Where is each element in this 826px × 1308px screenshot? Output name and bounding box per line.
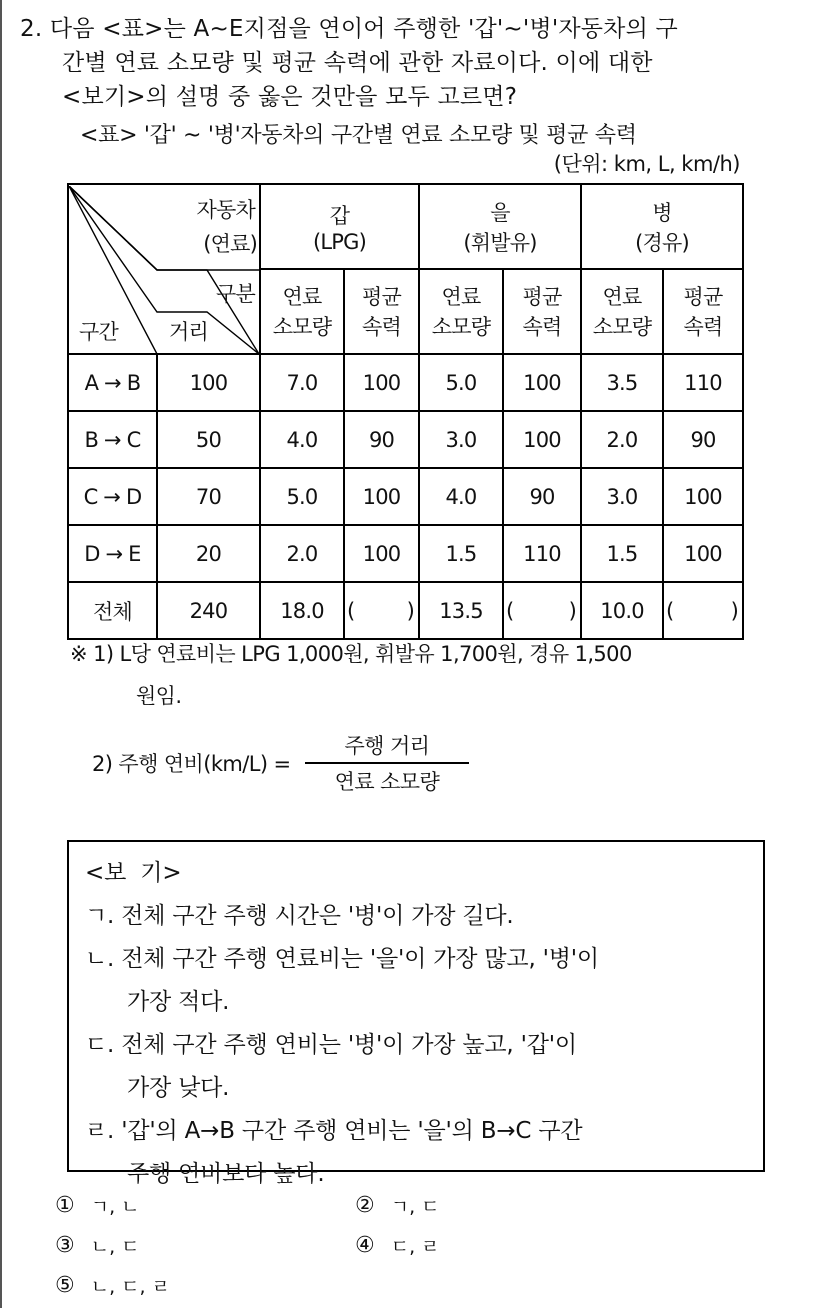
blank-avg-speed: ( ) <box>663 582 743 639</box>
page-left-border <box>0 0 2 1308</box>
corner-fuel-label: (연료) <box>203 232 257 256</box>
bogi-item-nieun-cont: 가장 적다. <box>127 989 230 1015</box>
note-1: ※ 1) L당 연료비는 LPG 1,000원, 휘발유 1,700원, 경유 1,500 <box>70 642 632 666</box>
note-1-cont: 원임. <box>136 684 182 708</box>
subheader-fuel-use: 연료 소모량 <box>581 269 663 354</box>
bogi-item-nieun: ㄴ. 전체 구간 주행 연료비는 '을'이 가장 많고, '병'이 <box>85 946 599 972</box>
question-number: 2. <box>20 16 43 42</box>
table-row: A → B 100 7.0 100 5.0 100 3.5 110 <box>68 354 743 411</box>
bogi-item-rieul: ㄹ. '갑'의 A→B 구간 주행 연비는 '을'의 B→C 구간 <box>85 1118 583 1144</box>
fraction-numerator: 주행 거리 <box>305 730 470 764</box>
corner-category-label: 구분 <box>216 282 255 306</box>
choice-3[interactable]: ③ ㄴ, ㄷ <box>55 1233 140 1258</box>
table-notes <box>70 638 632 712</box>
table-title: <표> '갑' ~ '병'자동차의 구간별 연료 소모량 및 평균 속력 <box>80 123 637 148</box>
choice-4[interactable]: ④ ㄷ, ㄹ <box>355 1233 440 1258</box>
car-header-eul: 을 (휘발유) <box>419 184 581 269</box>
table-row: C → D 70 5.0 100 4.0 90 3.0 100 <box>68 468 743 525</box>
table-row: D → E 20 2.0 100 1.5 110 1.5 100 <box>68 525 743 582</box>
question-line-3: <보기>의 설명 중 옳은 것만을 모두 고르면? <box>62 84 518 110</box>
question-stem <box>20 12 810 114</box>
choice-5[interactable]: ⑤ ㄴ, ㄷ, ㄹ <box>55 1273 170 1298</box>
corner-car-label: 자동차 <box>196 198 255 222</box>
subheader-avg-speed: 평균 속력 <box>344 269 419 354</box>
formula-label: 2) 주행 연비(km/L) = <box>92 752 291 776</box>
corner-section-label: 구간 <box>79 320 118 344</box>
car-header-gap: 갑 (LPG) <box>260 184 419 269</box>
table-corner-header <box>68 184 260 354</box>
subheader-avg-speed: 평균 속력 <box>503 269 581 354</box>
corner-distance-label: 거리 <box>169 320 208 344</box>
fraction-denominator: 연료 소모량 <box>334 770 440 794</box>
bogi-item-giyeok: ㄱ. 전체 구간 주행 시간은 '병'이 가장 길다. <box>85 903 514 929</box>
car-header-byeong: 병 (경유) <box>581 184 743 269</box>
bogi-box <box>67 840 765 1187</box>
subheader-fuel-use: 연료 소모량 <box>419 269 503 354</box>
fraction <box>305 730 470 796</box>
subheader-fuel-use: 연료 소모량 <box>260 269 344 354</box>
question-line-1: 2. 다음 <표>는 A~E지점을 연이어 주행한 '갑'~'병'자동차의 구 <box>20 16 678 42</box>
data-table <box>67 183 744 640</box>
choice-1[interactable]: ① ㄱ, ㄴ <box>55 1193 140 1218</box>
choice-2[interactable]: ② ㄱ, ㄷ <box>355 1193 440 1218</box>
table-row-total: 전체 240 18.0 ( ) 13.5 ( ) 10.0 ( ) <box>68 582 743 639</box>
bogi-item-digeut-cont: 가장 낮다. <box>127 1075 230 1101</box>
blank-avg-speed: ( ) <box>503 582 581 639</box>
bogi-item-rieul-cont: 주행 연비보다 높다. <box>127 1161 325 1187</box>
table-unit: (단위: km, L, km/h) <box>553 152 740 176</box>
subheader-avg-speed: 평균 속력 <box>663 269 743 354</box>
question-line-2: 간별 연료 소모량 및 평균 속력에 관한 자료이다. 이에 대한 <box>62 50 653 76</box>
bogi-item-digeut: ㄷ. 전체 구간 주행 연비는 '병'이 가장 높고, '갑'이 <box>85 1032 577 1058</box>
note-2-formula <box>92 730 469 796</box>
table-row: B → C 50 4.0 90 3.0 100 2.0 90 <box>68 411 743 468</box>
blank-avg-speed: ( ) <box>344 582 419 639</box>
bogi-title: <보 기> <box>85 860 182 886</box>
